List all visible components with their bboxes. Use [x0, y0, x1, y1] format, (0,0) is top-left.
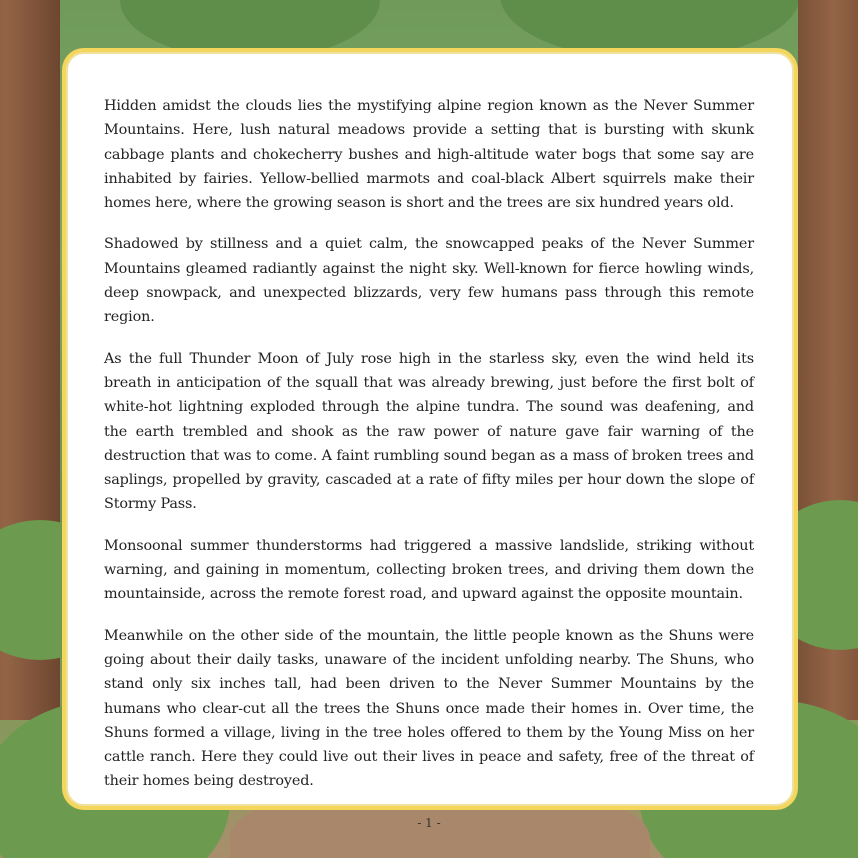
page-number: - 1 - — [417, 816, 441, 830]
paragraph-5: Meanwhile on the other side of the mountain, the little people known as the Shuns were going about their daily tasks, unaware of the incident unfolding nearby. The Shuns, who stand only six inches tall, had been driven to the Never Summer Mountains by the humans who clear-cut all the trees the Shuns once made their homes in. Over time, the Shuns formed a village, living in the tree holes offered to them by the Young Miss on her cattle ranch. Here they could live out their lives in peace and safety, free of the threat of their homes being destroyed. — [104, 627, 754, 790]
paragraph-2: Shadowed by stillness and a quiet calm, the snowcapped peaks of the Never Summer Mountains gleamed radiantly against the night sky. Well-known for fierce howling winds, deep snowpack, and unexpected blizzards, very few humans pass through this remote region. — [104, 236, 754, 326]
text-page-frame — [62, 48, 798, 810]
paragraph-1: Hidden amidst the clouds lies the mystifying alpine region known as the Never Summer Mountains. Here, lush natural meadows provide a setting that is bursting with skunk cabbage plants and chokecherry bushes and high-altitude water bogs that some say are inhabited by fairies. Yellow-bellied marmots and coal-black Albert squirrels make their homes here, where the growing season is short and the trees are six hundred years old. — [104, 98, 754, 212]
text-page — [66, 52, 794, 806]
paragraph-3: As the full Thunder Moon of July rose high in the starless sky, even the wind held its breath in anticipation of the squall that was already brewing, just before the first bolt of white-hot lightning exploded through the alpine tundra. The sound was deafening, and the earth trembled and shook as the raw power of nature gave fair warning of the destruction that was to come. A faint rumbling sound began as a mass of broken trees and saplings, propelled by gravity, cascaded at a rate of fifty miles per hour down the slope of Stormy Pass. — [104, 350, 754, 513]
paragraph-4: Monsoonal summer thunderstorms had triggered a massive landslide, striking without warning, and gaining in momentum, collecting broken trees, and driving them down the mountainside, across the remote forest road, and upward against the opposite mountain. — [104, 537, 754, 603]
